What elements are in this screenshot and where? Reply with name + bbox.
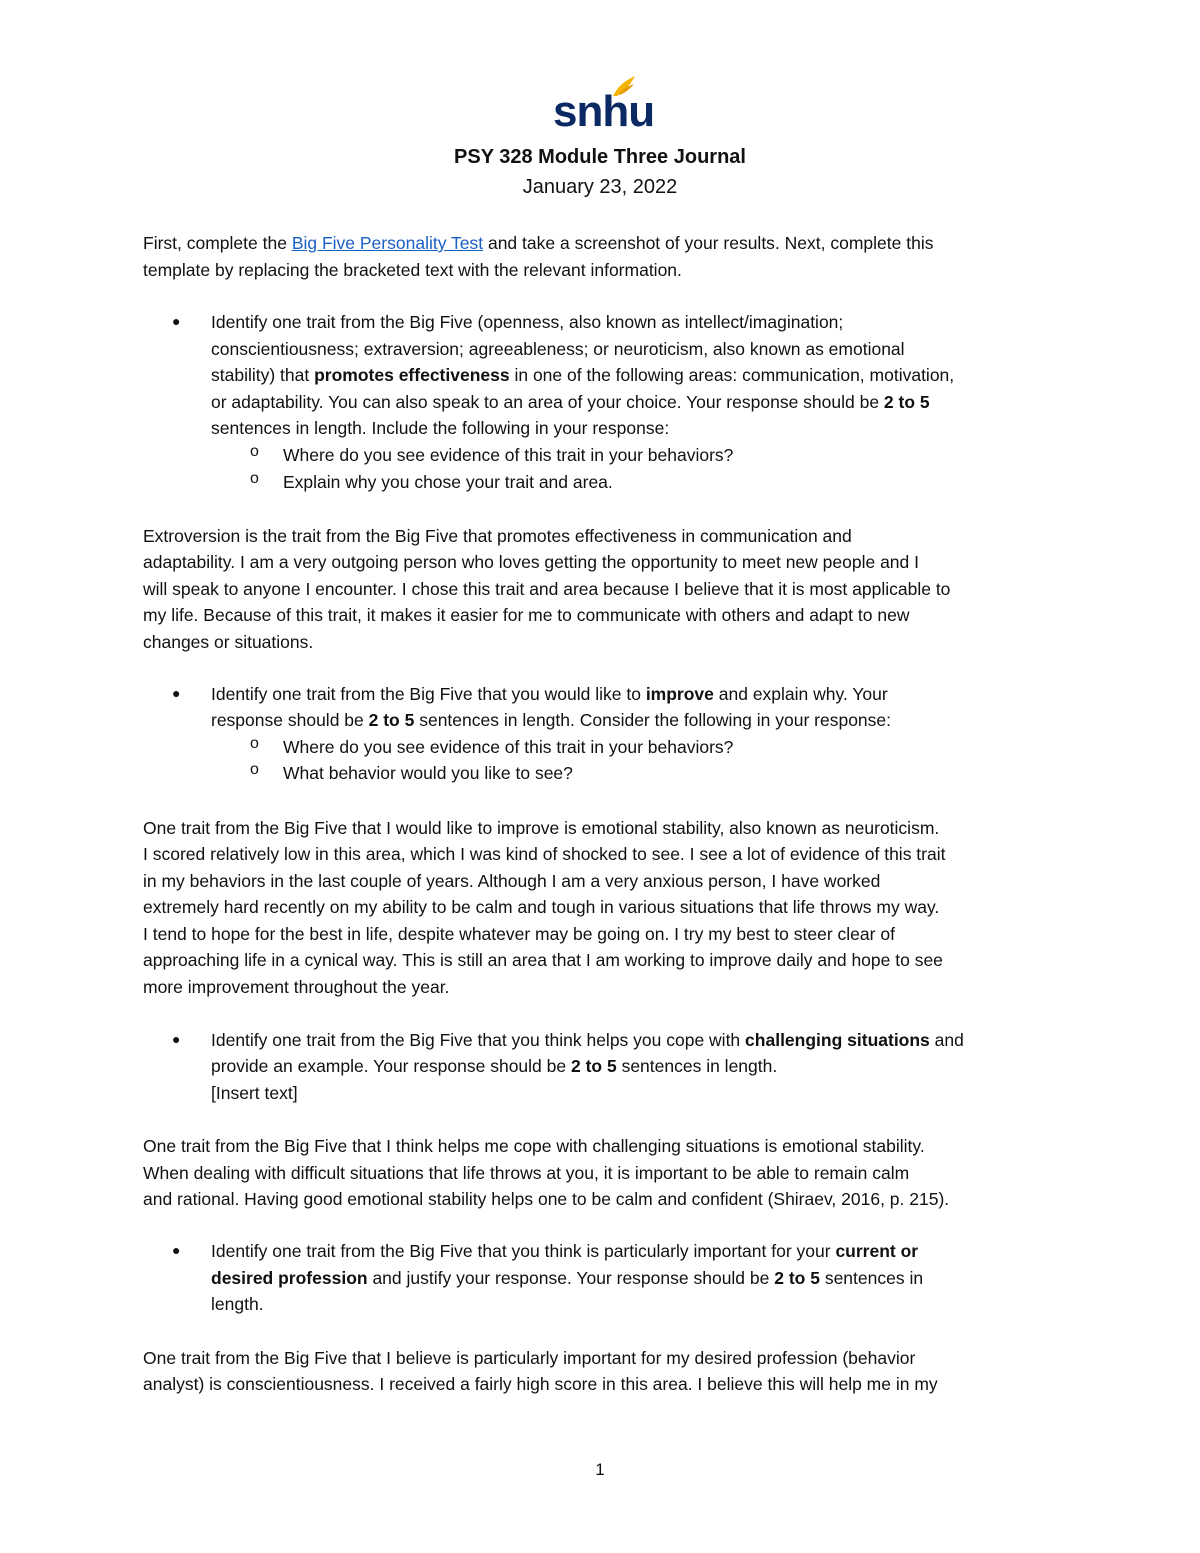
q4-line-1: Identify one trait from the Big Five that you think is particularly important for your current or <box>211 1241 919 1261</box>
answer-2-line: One trait from the Big Five that I would like to improve is emotional stability, also known as neuroticism. <box>143 818 940 838</box>
q2-line-2: response should be 2 to 5 sentences in length. Consider the following in your response: <box>211 710 892 730</box>
answer-1-line: my life. Because of this trait, it makes it easier for me to communicate with others and adapt to new <box>143 605 910 625</box>
sub-bullet-icon: o <box>250 761 259 778</box>
sub-bullet-icon: o <box>250 735 259 752</box>
answer-3-line: When dealing with difficult situations that life throws at you, it is important to be able to remain calm <box>143 1163 910 1183</box>
sub-bullet-icon: o <box>250 470 259 487</box>
q3-line-1: Identify one trait from the Big Five that you think helps you cope with challenging situations and <box>211 1030 964 1050</box>
q4-line-3: length. <box>211 1294 264 1314</box>
logo-wordmark: snhu <box>553 87 655 136</box>
document-date: January 23, 2022 <box>522 176 678 198</box>
answer-2-line: more improvement throughout the year. <box>143 977 450 997</box>
q1-line-4: or adaptability. You can also speak to an area of your choice. Your response should be 2 to 5 <box>211 392 930 412</box>
answer-3-line: and rational. Having good emotional stability helps one to be calm and confident (Shiraev, 2016, p. 215). <box>143 1189 950 1209</box>
answer-4-line: One trait from the Big Five that I believe is particularly important for my desired profession (behavior <box>143 1348 916 1368</box>
answer-3-line: One trait from the Big Five that I think helps me cope with challenging situations is emotional stability. <box>143 1136 925 1156</box>
bullet-icon: ● <box>172 1031 181 1047</box>
q2-line-1: Identify one trait from the Big Five that you would like to improve and explain why. Your <box>211 684 888 704</box>
q2-sub-1: Where do you see evidence of this trait in your behaviors? <box>283 737 734 757</box>
answer-2-line: in my behaviors in the last couple of years. Although I am a very anxious person, I have worked <box>143 871 881 891</box>
q3-placeholder: [Insert text] <box>211 1083 298 1103</box>
answer-4-line: analyst) is conscientiousness. I received a fairly high score in this area. I believe this will help me in my <box>143 1374 938 1394</box>
answer-1-line: changes or situations. <box>143 632 314 652</box>
answer-2-line: I tend to hope for the best in life, despite whatever may be going on. I try my best to steer clear of <box>143 924 895 944</box>
q1-line-1: Identify one trait from the Big Five (openness, also known as intellect/imagination; <box>211 312 844 332</box>
q3-line-2: provide an example. Your response should be 2 to 5 sentences in length. <box>211 1056 778 1076</box>
page-number: 1 <box>595 1460 605 1479</box>
q1-line-2: conscientiousness; extraversion; agreeableness; or neuroticism, also known as emotional <box>211 339 905 359</box>
intro-line-1: First, complete the Big Five Personality Test and take a screenshot of your results. Next, complete this <box>143 233 934 253</box>
answer-2-line: extremely hard recently on my ability to be calm and tough in various situations that life throws my way. <box>143 897 940 917</box>
big-five-test-link[interactable]: Big Five Personality Test <box>291 233 484 253</box>
q1-line-5: sentences in length. Include the following in your response: <box>211 418 670 438</box>
answer-2-line: I scored relatively low in this area, which I was kind of shocked to see. I see a lot of evidence of this trait <box>143 844 946 864</box>
answer-1-line: Extroversion is the trait from the Big Five that promotes effectiveness in communication and <box>143 526 852 546</box>
q2-sub-2: What behavior would you like to see? <box>283 763 573 783</box>
bullet-icon: ● <box>172 685 181 701</box>
intro-line-2: template by replacing the bracketed text with the relevant information. <box>143 260 682 280</box>
q1-line-3: stability) that promotes effectiveness in one of the following areas: communication, motivation, <box>211 365 955 385</box>
document-title: PSY 328 Module Three Journal <box>454 146 746 168</box>
snhu-logo <box>553 74 655 136</box>
q4-line-2: desired profession and justify your response. Your response should be 2 to 5 sentences in <box>211 1268 924 1288</box>
q1-sub-1: Where do you see evidence of this trait in your behaviors? <box>283 445 734 465</box>
answer-1-line: will speak to anyone I encounter. I chose this trait and area because I believe that it is most applicable to <box>143 579 951 599</box>
bullet-icon: ● <box>172 1242 181 1258</box>
answer-1-line: adaptability. I am a very outgoing person who loves getting the opportunity to meet new people and I <box>143 552 919 572</box>
sub-bullet-icon: o <box>250 443 259 460</box>
q1-sub-2: Explain why you chose your trait and area. <box>283 472 613 492</box>
answer-2-line: approaching life in a cynical way. This is still an area that I am working to improve daily and hope to see <box>143 950 943 970</box>
bullet-icon: ● <box>172 313 181 329</box>
